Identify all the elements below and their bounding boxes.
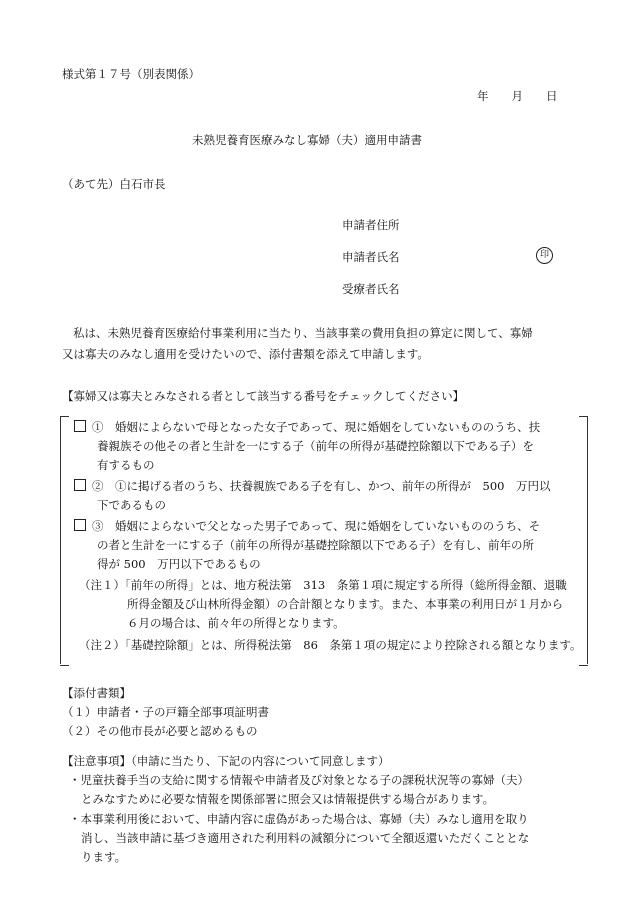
form-number: 様式第１７号（別表関係） [62, 67, 200, 81]
notice-2-line-1: ・本事業利用後において、申請内容に虚偽があった場合は、寡婦（夫）みなし適用を取り [69, 812, 529, 826]
date-line: 年 月 日 [477, 89, 558, 103]
applicant-address-label: 申請者住所 [342, 218, 400, 232]
intro-line-2: 又は寡夫のみなし適用を受けたいので、添付書類を添えて申請します。 [62, 347, 429, 361]
option-1-checkbox[interactable] [74, 420, 86, 432]
note-1-line-1: （注１）「前年の所得」とは、地方税法第 313 条第１項に規定する所得（総所得金額、退職 [79, 578, 567, 592]
option-3-checkbox[interactable] [74, 519, 86, 531]
notice-2-line-2: 消し、当該申請に基づき適用された利用料の減額分について全額返還いただくこととな [81, 831, 530, 845]
attachment-item-1: （１）申請者・子の戸籍全部事項証明書 [62, 705, 269, 719]
notice-heading: 【注意事項】 [62, 754, 131, 768]
notice-1-line-1: ・児童扶養手当の支給に関する情報や申請者及び対象となる子の課税状況等の寡婦（夫） [69, 773, 529, 787]
applicant-name-label: 申請者氏名 [342, 250, 400, 264]
option-3 [74, 518, 540, 534]
option-3-line-2: の者と生計を一にする子（前年の所得が基礎控除額以下である子）を有し、前年の所 [97, 538, 534, 552]
option-2-line-2: 下であるもの [97, 498, 166, 512]
option-2 [74, 478, 551, 494]
check-heading: 【寡婦又は寡夫とみなされる者として該当する番号をチェックしてください】 [62, 389, 465, 403]
patient-name-label: 受療者氏名 [342, 282, 400, 296]
addressee: （あて先）白石市長 [62, 177, 166, 191]
option-3-line-3: 得が 500 万円以下であるもの [97, 557, 261, 571]
attachments-heading: 【添付書類】 [62, 686, 131, 700]
form-title: 未熟児養育医療みなし寡婦（夫）適用申請書 [192, 133, 422, 147]
notice-2-line-3: ります。 [81, 850, 127, 864]
option-1-line-2: 養親族その他その者と生計を一にする子（前年の所得が基礎控除額以下である子）を [97, 439, 534, 453]
notice-heading-row [62, 753, 390, 769]
attachment-item-2: （２）その他市長が必要と認めるもの [62, 724, 258, 738]
option-1-line-3: 有するもの [97, 458, 155, 472]
notice-1-line-2: とみなすために必要な情報を関係部署に照会又は情報提供する場合があります。 [81, 792, 495, 806]
notice-heading-note: （申請に当たり、下記の内容について同意します） [131, 754, 390, 768]
note-1-line-2: 所得金額及び山林所得金額）の合計額となります。また、本事業の利用日が１月から [127, 597, 564, 611]
note-1-line-3: ６月の場合は、前々年の所得となります。 [127, 616, 345, 630]
option-1-line-1: ① 婚姻によらないで母となった女子であって、現に婚姻をしていないもののうち、扶 [92, 420, 541, 434]
note-2-line-1: （注２）「基礎控除額」とは、所得税法第 86 条第１項の規定により控除される額となります。 [79, 638, 582, 652]
seal-mark: 印 [536, 247, 553, 264]
option-2-line-1: ② ①に掲げる者のうち、扶養親族である子を有し、かつ、前年の所得が 500 万円以 [92, 479, 551, 493]
intro-line-1: 私は、未熟児養育医療給付事業利用に当たり、当該事業の費用負担の算定に関して、寡婦 [73, 326, 533, 340]
option-3-line-1: ③ 婚姻によらないで父となった男子であって、現に婚姻をしていないもののうち、そ [92, 519, 541, 533]
option-2-checkbox[interactable] [74, 479, 86, 491]
option-1 [74, 419, 540, 435]
